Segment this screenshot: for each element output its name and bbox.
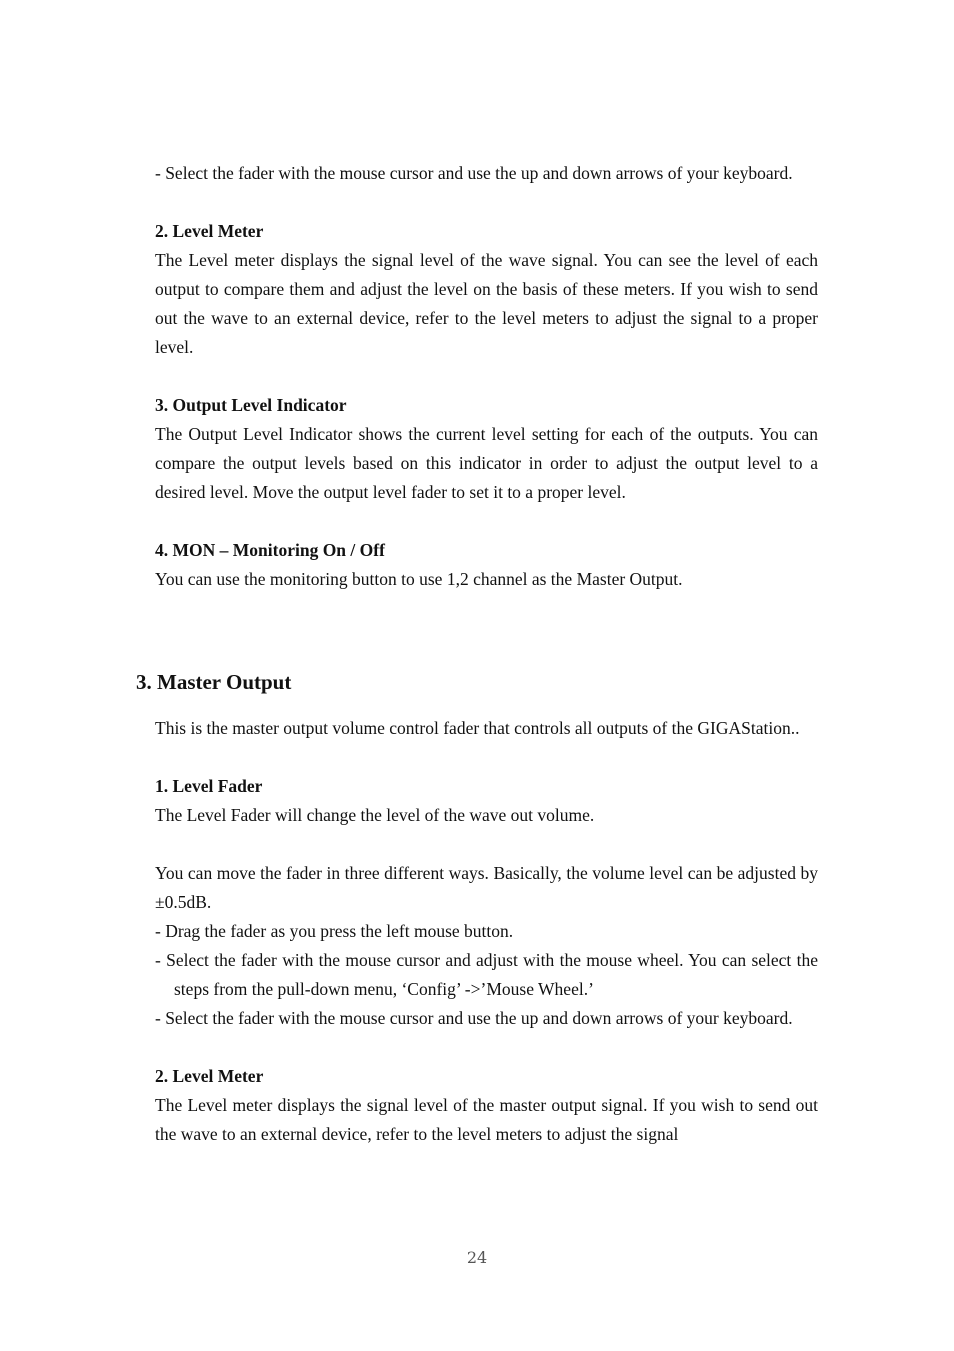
master-output-intro: This is the master output volume control fader that controls all outputs of the GIGAStation..	[155, 717, 800, 738]
output-level-indicator-paragraph: The Output Level Indicator shows the current level setting for each of the outputs. You can compare the output levels based on this indicator in order to adjust the output level to a desired level. Move the output level fader to set it to a proper level.	[155, 424, 818, 502]
level-fader-heading: 1. Level Fader	[155, 775, 263, 796]
output-level-indicator-heading: 3. Output Level Indicator	[155, 395, 347, 415]
bullet-keyboard-arrows-master: - Select the fader with the mouse cursor and use the up and down arrows of your keyboard.	[155, 1007, 793, 1028]
page-content	[136, 159, 818, 1149]
master-level-meter-paragraph: The Level meter displays the signal level of the master output signal. If you wish to send out the wave to an external device, refer to the level meters to adjust the signal	[155, 1094, 818, 1144]
page-number: 24	[466, 1248, 488, 1267]
master-level-meter-heading: 2. Level Meter	[155, 1065, 264, 1086]
level-fader-paragraph: The Level Fader will change the level of the wave out volume.	[155, 804, 595, 825]
mon-heading: 4. MON – Monitoring On / Off	[155, 540, 385, 560]
level-meter-paragraph: The Level meter displays the signal level of the wave signal. You can see the level of each output to compare them and adjust the level on the basis of these meters. If you wish to send out the wave to an external device, refer to the level meters to adjust the signal to a proper level.	[155, 250, 818, 357]
bullet-mouse-wheel: - Select the fader with the mouse cursor and adjust with the mouse wheel. You can select the steps from the pull-down menu, ‘Config’ ->’Mouse Wheel.’	[155, 949, 818, 999]
mon-paragraph: You can use the monitoring button to use 1,2 channel as the Master Output.	[155, 569, 683, 589]
bullet-drag: - Drag the fader as you press the left mouse button.	[155, 920, 514, 941]
master-output-title: 3. Master Output	[136, 670, 292, 695]
bullet-keyboard-arrows: - Select the fader with the mouse cursor and use the up and down arrows of your keyboard.	[155, 163, 793, 183]
fader-ways-paragraph: You can move the fader in three different ways. Basically, the volume level can be adjusted by ±0.5dB.	[155, 862, 818, 912]
level-meter-heading: 2. Level Meter	[155, 221, 264, 241]
